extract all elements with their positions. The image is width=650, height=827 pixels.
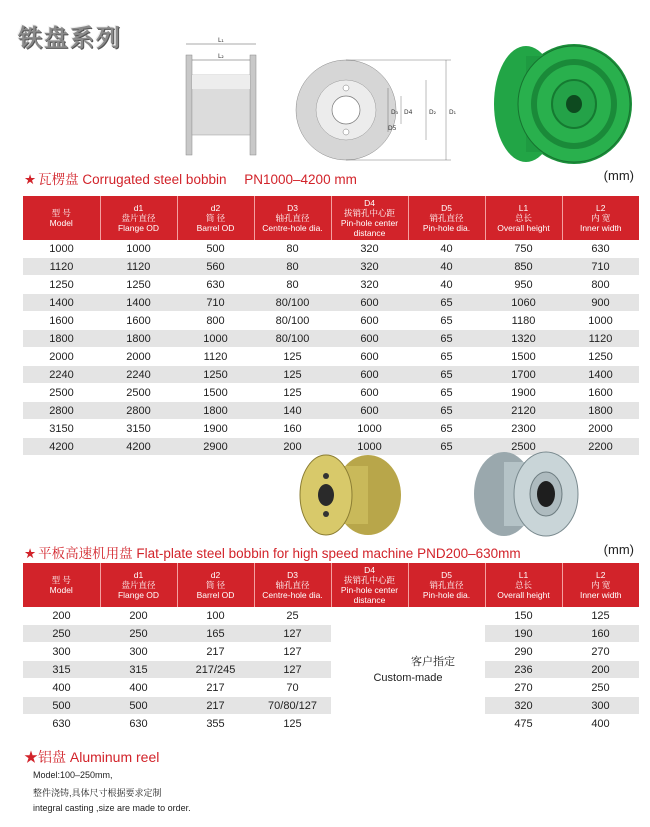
column-header [177,196,254,240]
table-cell: 2000 [23,348,100,366]
section1-unit: (mm) [603,168,634,183]
aluminum-model-line: Model:100–250mm, [33,770,113,780]
header-line: d2 [210,570,221,580]
section1-heading [24,168,357,188]
table-cell: 65 [408,420,485,438]
table-cell: 65 [408,330,485,348]
header-line: 拔销孔中心距 [343,575,395,585]
section3-heading [24,747,159,767]
star-icon: ★ [24,749,38,765]
table-cell: 355 [177,715,254,733]
header-line: 筒 径 [205,580,226,590]
table-cell: 65 [408,366,485,384]
header-line: d1 [133,570,144,580]
d5-label: D5 [388,125,397,132]
header-line: Overall height [497,223,550,233]
header-line: Flange OD [117,223,160,233]
table-cell: 630 [177,276,254,294]
table-cell: 320 [331,276,408,294]
header-line: L1 [518,570,529,580]
section1-title-cn: 瓦楞盘 [38,172,79,187]
table-cell: 165 [177,625,254,643]
table-cell: 2300 [485,420,562,438]
header-line: Barrel OD [196,223,235,233]
table-row [23,366,639,384]
table-cell: 950 [485,276,562,294]
header-line: L2 [596,570,606,580]
table-cell: 400 [562,715,639,733]
table-cell: 200 [23,607,100,625]
table-cell: 1500 [485,348,562,366]
flat-bobbin-photo-gold [298,452,406,538]
flat-plate-bobbin-table [23,563,639,733]
table-cell: 2800 [23,402,100,420]
custom-made-cell [331,607,485,733]
header-line: Inner width [579,590,622,600]
section1-spec: PN1000–4200 mm [244,172,357,187]
header-line: D4 [364,198,375,208]
header-line: Pin-hole dia. [422,590,471,600]
table-cell: 2500 [23,384,100,402]
l2-label: L₂ [218,53,224,60]
header-line: 轴孔直径 [275,580,310,590]
table-cell: 600 [331,348,408,366]
table-cell: 1600 [562,384,639,402]
section2-unit: (mm) [603,542,634,557]
header-line: L2 [596,203,606,213]
table-cell: 1320 [485,330,562,348]
table-cell: 65 [408,312,485,330]
table-cell: 65 [408,348,485,366]
corrugated-bobbin-table [23,196,639,456]
section2-title-cn: 平板高速机用盘 [38,546,133,561]
d3-label: D₃ [391,109,399,116]
table-cell: 40 [408,240,485,258]
table-cell: 500 [177,240,254,258]
custom-made-en: Custom-made [373,671,443,684]
table-cell: 200 [254,438,331,456]
table-cell: 1900 [177,420,254,438]
table-cell: 65 [408,402,485,420]
column-header [562,563,639,607]
table-cell: 850 [485,258,562,276]
table-cell: 1120 [100,258,177,276]
table-cell: 125 [254,348,331,366]
star-icon: ★ [24,172,37,187]
star-icon: ★ [24,546,37,561]
table-cell: 300 [23,643,100,661]
table-cell: 630 [100,715,177,733]
table-cell: 1800 [177,402,254,420]
header-line: Centre-hole dia. [262,223,323,233]
table-cell: 1000 [331,420,408,438]
header-line: D5 [441,203,452,213]
table-cell: 100 [177,607,254,625]
table-cell: 1120 [562,330,639,348]
custom-made-cn: 客户指定 [411,655,455,668]
table-cell: 70 [254,679,331,697]
table-row [23,276,639,294]
header-line: D3 [287,203,298,213]
table-cell: 1700 [485,366,562,384]
table-row [23,294,639,312]
column-header [408,563,485,607]
table-cell: 320 [331,240,408,258]
table-row [23,312,639,330]
table-cell: 600 [331,294,408,312]
table-cell: 400 [23,679,100,697]
table-cell: 500 [100,697,177,715]
table-cell: 125 [254,366,331,384]
table-cell: 1000 [562,312,639,330]
table-cell: 500 [23,697,100,715]
table-cell: 1250 [562,348,639,366]
table-cell: 200 [562,661,639,679]
table-cell: 315 [100,661,177,679]
table-cell: 65 [408,438,485,456]
green-bobbin-photo [486,36,636,166]
table-cell: 900 [562,294,639,312]
table-row [23,348,639,366]
table-cell: 1250 [100,276,177,294]
table-cell: 600 [331,384,408,402]
table-cell: 2000 [100,348,177,366]
table-cell: 2000 [562,420,639,438]
header-line: distance [353,595,386,605]
column-header [254,196,331,240]
table-cell: 127 [254,661,331,679]
header-line: Flange OD [117,590,160,600]
table-cell: 630 [23,715,100,733]
table-cell: 1250 [177,366,254,384]
column-header [408,196,485,240]
header-line: 轴孔直径 [275,213,310,223]
table-cell: 40 [408,258,485,276]
table-cell: 710 [562,258,639,276]
d1-label: D₁ [449,109,457,116]
header-line: L1 [518,203,529,213]
table-cell: 1800 [100,330,177,348]
table-cell: 710 [177,294,254,312]
page-title: 铁盘系列 [18,24,122,52]
table-row [23,384,639,402]
table-cell: 217 [177,697,254,715]
table-cell: 2800 [100,402,177,420]
table-cell: 160 [254,420,331,438]
table-cell: 1000 [177,330,254,348]
header-line: Overall height [497,590,550,600]
table-cell: 2120 [485,402,562,420]
table-cell: 320 [485,697,562,715]
table-cell: 1000 [23,240,100,258]
header-line: Pin-hole center [340,585,399,595]
column-header [485,563,562,607]
column-header [485,196,562,240]
column-header [100,563,177,607]
section2-title-en: Flat-plate steel bobbin for high speed machine [136,546,414,561]
table-cell: 25 [254,607,331,625]
table-cell: 560 [177,258,254,276]
header-line: 盘片直径 [121,213,156,223]
table-row [23,258,639,276]
header-line: Model [49,218,73,228]
header-line: 型 号 [51,208,71,218]
table-cell: 630 [562,240,639,258]
table-cell: 1000 [100,240,177,258]
table-cell: 3150 [23,420,100,438]
table-cell: 127 [254,625,331,643]
table-cell: 750 [485,240,562,258]
table-cell: 1800 [562,402,639,420]
table-cell: 800 [177,312,254,330]
table-cell: 1060 [485,294,562,312]
table-cell: 40 [408,276,485,294]
table-cell: 1600 [23,312,100,330]
header-line: 内 宽 [591,580,611,590]
header-line: D3 [287,570,298,580]
header-line: 型 号 [51,575,71,585]
table-row [23,402,639,420]
header-line: D4 [364,565,375,575]
table-cell: 1000 [331,438,408,456]
header-line: Centre-hole dia. [262,590,323,600]
table-cell: 140 [254,402,331,420]
table-cell: 290 [485,643,562,661]
bobbin-dimension-diagram [176,30,466,165]
header-line: 总长 [514,580,532,590]
table-cell: 70/80/127 [254,697,331,715]
table-cell: 125 [562,607,639,625]
table-cell: 80 [254,258,331,276]
table-cell: 160 [562,625,639,643]
table-cell: 1120 [177,348,254,366]
table-cell: 217 [177,679,254,697]
table-cell: 1500 [177,384,254,402]
table-cell: 217/245 [177,661,254,679]
header-line: 销孔直径 [429,580,464,590]
table-cell: 320 [331,258,408,276]
section3-title-cn: 铝盘 [38,749,66,765]
table-cell: 1400 [100,294,177,312]
table-cell: 190 [485,625,562,643]
table-cell: 2500 [485,438,562,456]
table-cell: 150 [485,607,562,625]
table-row [23,420,639,438]
table-cell: 600 [331,366,408,384]
table-cell: 127 [254,643,331,661]
table-cell: 2240 [23,366,100,384]
table-cell: 250 [23,625,100,643]
table-cell: 4200 [100,438,177,456]
table-cell: 1800 [23,330,100,348]
header-line: Model [49,585,73,595]
header-line: 销孔直径 [429,213,464,223]
header-line: d1 [133,203,144,213]
table-cell: 125 [254,384,331,402]
table-cell: 2500 [100,384,177,402]
table-cell: 1250 [23,276,100,294]
table-cell: 1900 [485,384,562,402]
header-line: Inner width [579,223,622,233]
table-cell: 1120 [23,258,100,276]
section2-heading [24,542,521,562]
table-cell: 1600 [100,312,177,330]
table-cell: 80/100 [254,312,331,330]
table-cell: 270 [562,643,639,661]
table-cell: 80/100 [254,294,331,312]
aluminum-casting-en: integral casting ,size are made to order. [33,803,191,813]
l1-label: L₁ [218,37,224,44]
header-line: 总长 [514,213,532,223]
column-header [254,563,331,607]
header-line: 筒 径 [205,213,226,223]
column-header [331,563,408,607]
section1-title-en: Corrugated steel bobbin [82,172,227,187]
table-cell: 250 [562,679,639,697]
table-cell: 65 [408,294,485,312]
table-cell: 236 [485,661,562,679]
header-line: 盘片直径 [121,580,156,590]
column-header [562,196,639,240]
header-line: Barrel OD [196,590,235,600]
header-line: 拔销孔中心距 [343,208,395,218]
table-cell: 200 [100,607,177,625]
table-cell: 475 [485,715,562,733]
table-cell: 80/100 [254,330,331,348]
d4-label: D4 [404,109,413,116]
table-cell: 80 [254,276,331,294]
table-cell: 217 [177,643,254,661]
table-row [23,330,639,348]
table-cell: 65 [408,384,485,402]
table-cell: 315 [23,661,100,679]
table-cell: 300 [100,643,177,661]
table-cell: 2900 [177,438,254,456]
table-cell: 600 [331,312,408,330]
column-header [331,196,408,240]
table-cell: 300 [562,697,639,715]
table-cell: 4200 [23,438,100,456]
header-line: D5 [441,570,452,580]
d2-label: D₂ [429,109,437,116]
column-header [23,196,100,240]
table-cell: 1180 [485,312,562,330]
header-line: 内 宽 [591,213,611,223]
table-row [23,240,639,258]
table-cell: 2240 [100,366,177,384]
table-cell: 270 [485,679,562,697]
section2-spec: PND200–630mm [417,546,521,561]
table-cell: 125 [254,715,331,733]
table-cell: 1400 [562,366,639,384]
table-cell: 600 [331,402,408,420]
header-line: d2 [210,203,221,213]
flat-bobbin-photo-silver [470,448,582,540]
table-cell: 80 [254,240,331,258]
column-header [23,563,100,607]
table-cell: 2200 [562,438,639,456]
column-header [177,563,254,607]
table-cell: 400 [100,679,177,697]
table-cell: 250 [100,625,177,643]
header-line: distance [353,228,386,238]
table-cell: 600 [331,330,408,348]
header-line: Pin-hole dia. [422,223,471,233]
table-row [23,607,639,625]
table-cell: 800 [562,276,639,294]
table-cell: 3150 [100,420,177,438]
section3-title-en: Aluminum reel [69,749,160,765]
table-cell: 1400 [23,294,100,312]
aluminum-casting-cn: 整件浇铸,具体尺寸根据要求定制 [33,788,162,798]
column-header [100,196,177,240]
header-line: Pin-hole center [340,218,399,228]
